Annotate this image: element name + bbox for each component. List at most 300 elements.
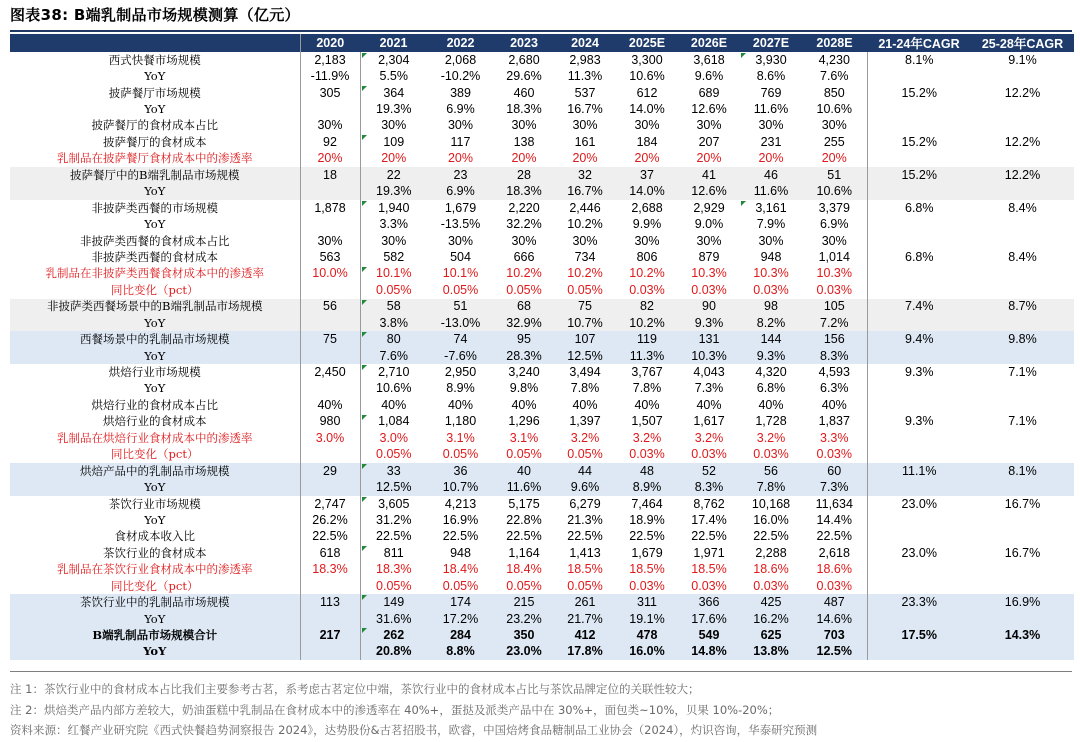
data-cell: 9.6% [554, 479, 616, 495]
data-cell: 28 [494, 167, 554, 183]
data-cell: 18.4% [442, 562, 479, 577]
data-cell: 22.8% [506, 512, 542, 527]
row-label: YoY [10, 611, 300, 627]
data-cell: 20% [696, 151, 722, 166]
data-cell: 74 [427, 331, 494, 347]
data-cell: 7.8% [632, 381, 662, 396]
data-cell [867, 529, 971, 545]
data-cell: 7.6% [360, 348, 427, 364]
data-cell: 13.8% [740, 644, 802, 660]
data-cell: 6.9% [446, 102, 475, 117]
data-cell: 3,618 [693, 52, 725, 67]
data-cell: 30% [821, 118, 847, 133]
data-cell: 16.7% [1004, 496, 1041, 511]
data-cell: 14.4% [816, 512, 852, 527]
data-cell: 350 [494, 627, 554, 643]
data-cell: 12.6% [678, 184, 740, 200]
row-label: 烘焙行业市场规模 [108, 365, 201, 380]
data-cell: 10.7% [427, 479, 494, 495]
data-cell: 10.6% [816, 102, 852, 117]
data-cell: 6.9% [820, 217, 849, 232]
data-cell: 460 [513, 85, 535, 100]
data-cell: 549 [678, 627, 740, 643]
data-cell [300, 381, 360, 397]
data-cell: 4,320 [755, 365, 787, 380]
data-cell: 9.9% [632, 217, 662, 232]
data-cell [971, 233, 1074, 249]
data-cell: 14.0% [616, 184, 678, 200]
data-cell: 30% [572, 118, 598, 133]
data-cell: 563 [300, 249, 360, 265]
data-cell [867, 315, 971, 331]
data-cell: 7.2% [802, 315, 867, 331]
data-cell [971, 562, 1074, 578]
data-cell: 14.8% [678, 644, 740, 660]
data-cell: 138 [513, 134, 535, 149]
data-cell: 32.9% [494, 315, 554, 331]
data-cell: 30% [821, 233, 847, 248]
data-cell: 23.0% [867, 496, 971, 512]
data-cell: 161 [574, 134, 596, 149]
data-cell: 29 [300, 463, 360, 479]
table-row [10, 233, 1074, 249]
data-cell: 40% [758, 397, 784, 412]
data-cell: 666 [513, 249, 535, 264]
data-cell: 109 [360, 134, 427, 150]
data-cell [867, 512, 971, 528]
table-row [10, 101, 1074, 117]
data-cell: 22.5% [816, 529, 852, 544]
data-cell: 20% [572, 151, 598, 166]
data-cell: 215 [494, 594, 554, 610]
data-cell: 16.7% [1004, 545, 1041, 560]
data-cell: 56 [300, 299, 360, 315]
data-cell: 980 [300, 414, 360, 430]
data-cell: 184 [636, 134, 658, 149]
data-cell: 1,837 [818, 414, 850, 429]
data-cell: 478 [616, 627, 678, 643]
data-cell: -11.9% [300, 68, 360, 84]
data-cell: 12.2% [1004, 85, 1041, 100]
data-cell: 18.3% [300, 562, 360, 578]
header-cell: 25-28年CAGR [971, 34, 1074, 52]
data-cell: 29.6% [506, 69, 542, 84]
table-row [10, 348, 1074, 364]
table-row [10, 594, 1074, 610]
data-cell: 2,183 [300, 52, 360, 68]
data-cell: 9.3% [867, 414, 971, 430]
data-cell: 284 [427, 627, 494, 643]
table-row [10, 167, 1074, 183]
data-cell: 3.8% [360, 315, 427, 331]
data-cell: 0.03% [816, 578, 852, 593]
data-cell: 10.3% [816, 266, 852, 281]
data-cell: 7.6% [820, 69, 849, 84]
data-cell: 9.8% [971, 331, 1074, 347]
table-row [10, 151, 1074, 167]
data-cell: 22.5% [753, 529, 789, 544]
data-cell: 30% [758, 233, 784, 248]
data-cell: 2,983 [569, 52, 601, 67]
data-cell: 30% [696, 118, 722, 133]
data-cell [971, 611, 1074, 627]
data-cell: 22.5% [442, 529, 479, 544]
data-cell: 10.2% [567, 217, 603, 232]
data-cell: 90 [678, 299, 740, 315]
data-cell: 8.9% [446, 381, 475, 396]
data-cell: 261 [554, 594, 616, 610]
data-cell: 8.6% [756, 69, 786, 84]
data-cell [867, 644, 971, 660]
data-cell: 12.6% [691, 102, 727, 117]
data-cell: 105 [802, 299, 867, 315]
row-label: 同比变化（pct） [111, 578, 199, 593]
data-cell: 2,446 [569, 200, 601, 215]
table-row [10, 447, 1074, 463]
data-cell: 0.05% [360, 447, 427, 463]
row-label: YoY [144, 69, 166, 84]
data-cell: 3.2% [756, 430, 786, 445]
data-cell: 11.6% [740, 184, 802, 200]
data-cell: 0.03% [629, 578, 665, 593]
data-cell: 1,413 [569, 545, 601, 560]
data-cell [867, 348, 971, 364]
data-cell: 17.2% [427, 611, 494, 627]
data-cell: 10.2% [567, 266, 603, 281]
data-cell: 22.5% [360, 529, 427, 545]
data-cell: 3.1% [509, 430, 539, 445]
data-cell: 582 [360, 249, 427, 265]
table-row [10, 331, 1074, 347]
table-header-row [10, 34, 1074, 52]
row-label: 披萨餐厅中的B端乳制品市场规模 [10, 167, 300, 183]
row-label: 西式快餐市场规模 [108, 52, 201, 67]
data-cell: 0.03% [816, 282, 852, 297]
data-cell [300, 611, 360, 627]
data-cell: 40% [821, 397, 847, 412]
data-cell: 30% [634, 233, 660, 248]
data-cell: 9.1% [1008, 52, 1037, 67]
data-cell [867, 184, 971, 200]
data-cell [971, 447, 1074, 463]
table-row [10, 529, 1074, 545]
data-cell: 23.2% [494, 611, 554, 627]
data-cell: 18.5% [629, 562, 665, 577]
data-cell: 689 [698, 85, 720, 100]
data-cell: 12.5% [802, 644, 867, 660]
data-cell: 4,593 [818, 365, 850, 380]
data-cell: 15.2% [867, 167, 971, 183]
data-cell: 769 [760, 85, 782, 100]
data-cell: 2,929 [693, 200, 725, 215]
data-cell: 30% [572, 233, 598, 248]
data-cell: 28.3% [494, 348, 554, 364]
data-cell: 21.7% [554, 611, 616, 627]
table-row [10, 496, 1074, 512]
data-cell: 1,296 [508, 414, 540, 429]
data-cell: 10.3% [753, 266, 789, 281]
data-cell: 262 [360, 627, 427, 643]
data-cell: 231 [760, 134, 782, 149]
data-cell: 1,940 [360, 200, 427, 216]
table-row [10, 266, 1074, 282]
data-cell: 618 [300, 545, 360, 561]
data-cell [300, 184, 360, 200]
data-cell: 149 [360, 594, 427, 610]
data-cell [867, 266, 971, 282]
data-cell: 33 [360, 463, 427, 479]
data-cell: 17.8% [554, 644, 616, 660]
data-cell: 10.1% [360, 266, 427, 282]
data-cell: 0.03% [753, 447, 789, 462]
data-cell [867, 101, 971, 117]
data-cell: 0.05% [442, 578, 479, 593]
data-cell [971, 118, 1074, 134]
data-cell: 30% [634, 118, 660, 133]
data-cell: 0.05% [506, 282, 542, 297]
data-cell: 95 [494, 331, 554, 347]
data-cell: 20% [758, 151, 784, 166]
data-cell: 364 [360, 85, 427, 101]
data-cell: 10.6% [629, 69, 665, 84]
table-row [10, 414, 1074, 430]
table-row [10, 627, 1074, 643]
data-cell [300, 101, 360, 117]
data-cell: 0.05% [506, 447, 542, 462]
data-cell: 18.5% [691, 562, 727, 577]
data-cell: 23.0% [494, 644, 554, 660]
data-cell: 10.6% [360, 381, 427, 397]
title-divider [10, 30, 1072, 32]
data-cell: 9.8% [509, 381, 539, 396]
data-cell [971, 151, 1074, 167]
data-cell: 366 [678, 594, 740, 610]
data-cell: 51 [802, 167, 867, 183]
data-cell: 20% [634, 151, 660, 166]
data-cell: 7.1% [1008, 414, 1037, 429]
data-cell: 0.03% [629, 282, 665, 297]
data-cell: 11.3% [567, 69, 603, 84]
data-cell: 12.5% [360, 479, 427, 495]
table-row [10, 184, 1074, 200]
data-cell [971, 430, 1074, 446]
data-cell: 174 [427, 594, 494, 610]
data-cell: 30% [360, 233, 427, 249]
data-cell: 2,068 [444, 52, 477, 67]
data-cell: -7.6% [427, 348, 494, 364]
row-label: 烘焙行业的食材成本 [103, 414, 207, 429]
data-cell: 10.1% [442, 266, 479, 281]
data-cell: 30% [360, 118, 427, 134]
data-cell: 3.3% [360, 216, 427, 232]
data-cell: 8.1% [867, 52, 971, 68]
data-cell: -13.5% [440, 217, 481, 232]
data-cell: 7.8% [570, 381, 600, 396]
data-cell [971, 529, 1074, 545]
data-cell: 6.9% [427, 184, 494, 200]
data-cell: 80 [360, 331, 427, 347]
data-cell: 2,304 [360, 52, 427, 68]
row-label: YoY [144, 102, 166, 117]
data-cell: 17.6% [678, 611, 740, 627]
data-cell: 40% [447, 397, 474, 412]
table-row [10, 134, 1074, 150]
data-cell: 1,507 [631, 414, 663, 429]
row-label: 食材成本收入比 [114, 529, 195, 544]
data-cell: 389 [450, 85, 471, 100]
data-cell: 10.6% [802, 184, 867, 200]
row-label: 乳制品在披萨餐厅食材成本中的渗透率 [57, 151, 253, 166]
header-label-cell [10, 34, 300, 52]
data-cell: 1,014 [818, 249, 850, 264]
data-cell: 23.3% [867, 594, 971, 610]
data-cell: 12.5% [554, 348, 616, 364]
data-cell: 0.03% [753, 282, 789, 297]
data-cell: 3,494 [569, 365, 601, 380]
data-cell: 22.5% [506, 529, 542, 544]
data-cell: 3.1% [446, 430, 475, 445]
data-cell: 10.2% [629, 266, 665, 281]
data-cell: 14.3% [971, 627, 1074, 643]
data-cell [300, 644, 360, 660]
data-cell: 8.2% [740, 315, 802, 331]
data-cell: 0.03% [691, 282, 727, 297]
data-cell: 30% [447, 118, 474, 133]
table-bottom-divider [10, 671, 1072, 672]
data-cell: 8.7% [971, 299, 1074, 315]
header-cell: 2025E [616, 34, 678, 52]
data-cell [300, 348, 360, 364]
data-cell [867, 151, 971, 167]
data-cell: 40% [696, 397, 722, 412]
data-cell: 26.2% [300, 512, 360, 528]
data-cell: 36 [427, 463, 494, 479]
row-label: YoY [10, 184, 300, 200]
data-cell [971, 644, 1074, 660]
data-cell: 52 [678, 463, 740, 479]
data-cell [300, 216, 360, 232]
data-cell: 1,617 [693, 414, 725, 429]
table-row [10, 644, 1074, 660]
table-row [10, 364, 1074, 380]
data-cell: 9.6% [694, 69, 724, 84]
data-cell: 3.0% [300, 430, 360, 446]
data-cell: 16.7% [554, 184, 616, 200]
data-cell: 4,043 [693, 365, 725, 380]
table-row [10, 397, 1074, 413]
data-cell: 2,680 [508, 52, 540, 67]
row-label: YoY [10, 479, 300, 495]
row-label: 非披萨类西餐的食材成本占比 [80, 233, 230, 248]
data-cell: 19.3% [360, 101, 427, 117]
data-cell [300, 315, 360, 331]
data-cell: 2,450 [300, 364, 360, 380]
data-cell: 30% [696, 233, 722, 248]
table-row [10, 85, 1074, 101]
data-cell: 3.2% [570, 430, 600, 445]
data-cell [971, 381, 1074, 397]
data-cell [300, 282, 360, 298]
row-label: 披萨餐厅的食材成本 [103, 134, 207, 149]
data-cell: 10.3% [678, 348, 740, 364]
data-cell: 107 [554, 331, 616, 347]
data-cell: 3.3% [820, 430, 849, 445]
row-label: 乳制品在茶饮行业食材成本中的渗透率 [57, 562, 253, 577]
data-cell: 0.03% [629, 447, 665, 462]
row-label: 烘焙产品中的乳制品市场规模 [10, 463, 300, 479]
data-cell: 3.0% [360, 430, 427, 446]
data-cell [971, 101, 1074, 117]
data-cell [867, 578, 971, 594]
row-label: 同比变化（pct） [111, 447, 199, 462]
data-cell: 3.2% [632, 430, 662, 445]
data-cell [867, 381, 971, 397]
data-cell: 22.5% [567, 529, 603, 544]
data-cell: 0.05% [442, 447, 479, 462]
table-row [10, 200, 1074, 216]
data-cell: 3,767 [631, 365, 663, 380]
data-cell [867, 479, 971, 495]
data-cell: 9.0% [694, 217, 724, 232]
data-cell: 948 [760, 249, 782, 264]
data-cell: 2,688 [631, 200, 663, 215]
data-cell: 12.2% [971, 167, 1074, 183]
data-cell: 22.5% [629, 529, 665, 544]
data-cell: 1,397 [569, 414, 601, 429]
row-label: YoY [144, 512, 166, 527]
data-cell [971, 315, 1074, 331]
market-size-table [10, 34, 1074, 660]
data-cell: 8.9% [616, 479, 678, 495]
data-cell: 3,379 [818, 200, 850, 215]
data-cell: 18.6% [753, 562, 789, 577]
row-label: YoY [10, 315, 300, 331]
data-cell: 16.9% [442, 512, 479, 527]
data-cell: 20.8% [360, 644, 427, 660]
data-cell: 23.0% [867, 545, 971, 561]
data-cell: 40% [511, 397, 537, 412]
row-label: 烘焙行业的食材成本占比 [91, 397, 218, 412]
data-cell: 806 [636, 249, 658, 264]
data-cell: 8.4% [1008, 200, 1037, 215]
data-cell: 10.2% [616, 315, 678, 331]
data-cell: 20% [447, 151, 474, 166]
data-cell: 30% [511, 233, 537, 248]
table-row [10, 68, 1074, 84]
data-cell: 0.05% [567, 578, 603, 593]
data-cell: 2,950 [444, 365, 477, 380]
data-cell: 6.8% [756, 381, 786, 396]
row-label: YoY [10, 644, 300, 660]
data-cell: 21.3% [567, 512, 603, 527]
data-cell: 537 [574, 85, 596, 100]
row-label: 茶饮行业的食材成本 [103, 545, 207, 560]
data-cell [971, 282, 1074, 298]
data-cell: 11.6% [753, 102, 789, 117]
data-cell: 20% [300, 151, 360, 167]
header-cell: 2028E [802, 34, 867, 52]
data-cell: 612 [636, 85, 658, 100]
data-cell: 17.5% [867, 627, 971, 643]
table-row [10, 545, 1074, 561]
data-cell: 44 [554, 463, 616, 479]
data-cell: 6,279 [569, 496, 601, 511]
header-cell: 2023 [494, 34, 554, 52]
table-row [10, 578, 1074, 594]
data-cell: 23 [427, 167, 494, 183]
data-cell [971, 348, 1074, 364]
table-row [10, 216, 1074, 232]
